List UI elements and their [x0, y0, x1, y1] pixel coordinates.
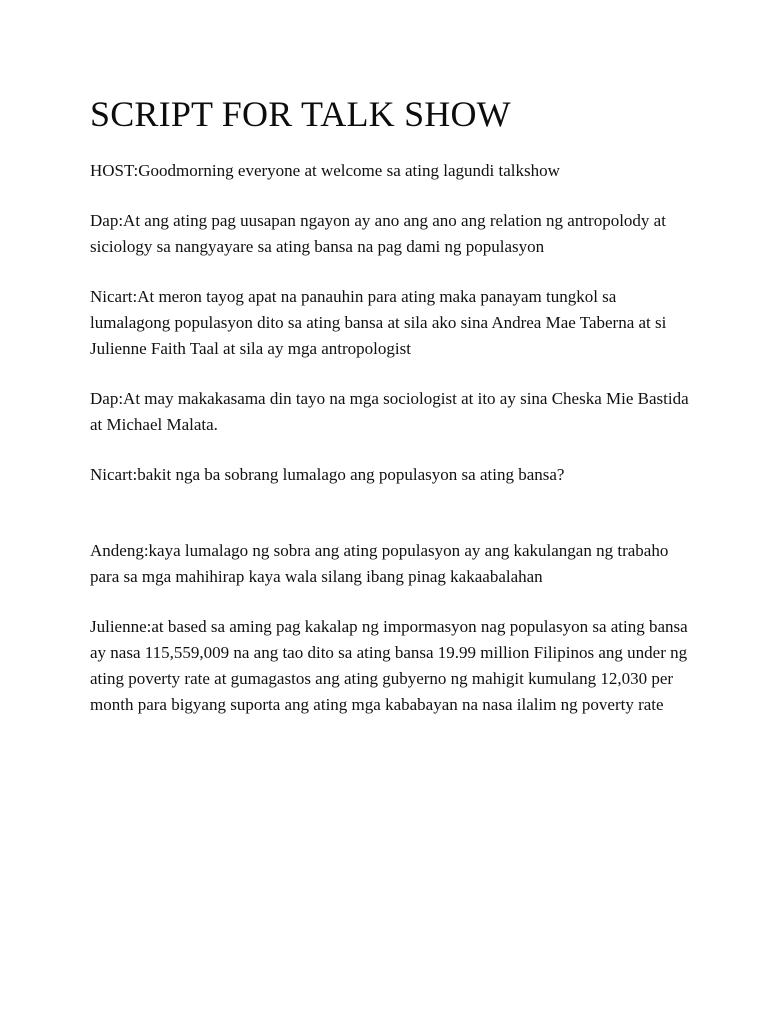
- script-line-host: HOST:Goodmorning everyone at welcome sa ating lagundi talkshow: [90, 161, 560, 180]
- document-page: [90, 92, 690, 718]
- script-line-nicart-1: Nicart:At meron tayog apat na panauhin para ating maka panayam tungkol sa lumalagong populasyon dito sa ating bansa at sila ako sina Andrea Mae Taberna at si Julienne Faith Taal at sila ay mga antropologist: [90, 287, 667, 358]
- document-title: SCRIPT FOR TALK SHOW: [90, 94, 511, 134]
- script-line-dap-2: Dap:At may makakasama din tayo na mga sociologist at ito ay sina Cheska Mie Bastida at Michael Malata.: [90, 389, 689, 434]
- script-line-andeng: Andeng:kaya lumalago ng sobra ang ating populasyon ay ang kakulangan ng trabaho para sa mga mahihirap kaya wala silang ibang pinag kakaabalahan: [90, 541, 669, 586]
- script-line-nicart-2: Nicart:bakit nga ba sobrang lumalago ang populasyon sa ating bansa?: [90, 465, 565, 484]
- script-line-dap-1: Dap:At ang ating pag uusapan ngayon ay ano ang ano ang relation ng antropolody at siciology sa nangyayare sa ating bansa na pag dami ng populasyon: [90, 211, 666, 256]
- script-line-julienne: Julienne:at based sa aming pag kakalap ng impormasyon nag populasyon sa ating bansa ay nasa 115,559,009 na ang tao dito sa ating bansa 19.99 million Filipinos ang under ng ating poverty rate at gumagastos ang ating gubyerno ng mahigit kumulang 12,030 per month para bigyang suporta ang ating mga kababayan na nasa ilalim ng poverty rate: [90, 617, 688, 714]
